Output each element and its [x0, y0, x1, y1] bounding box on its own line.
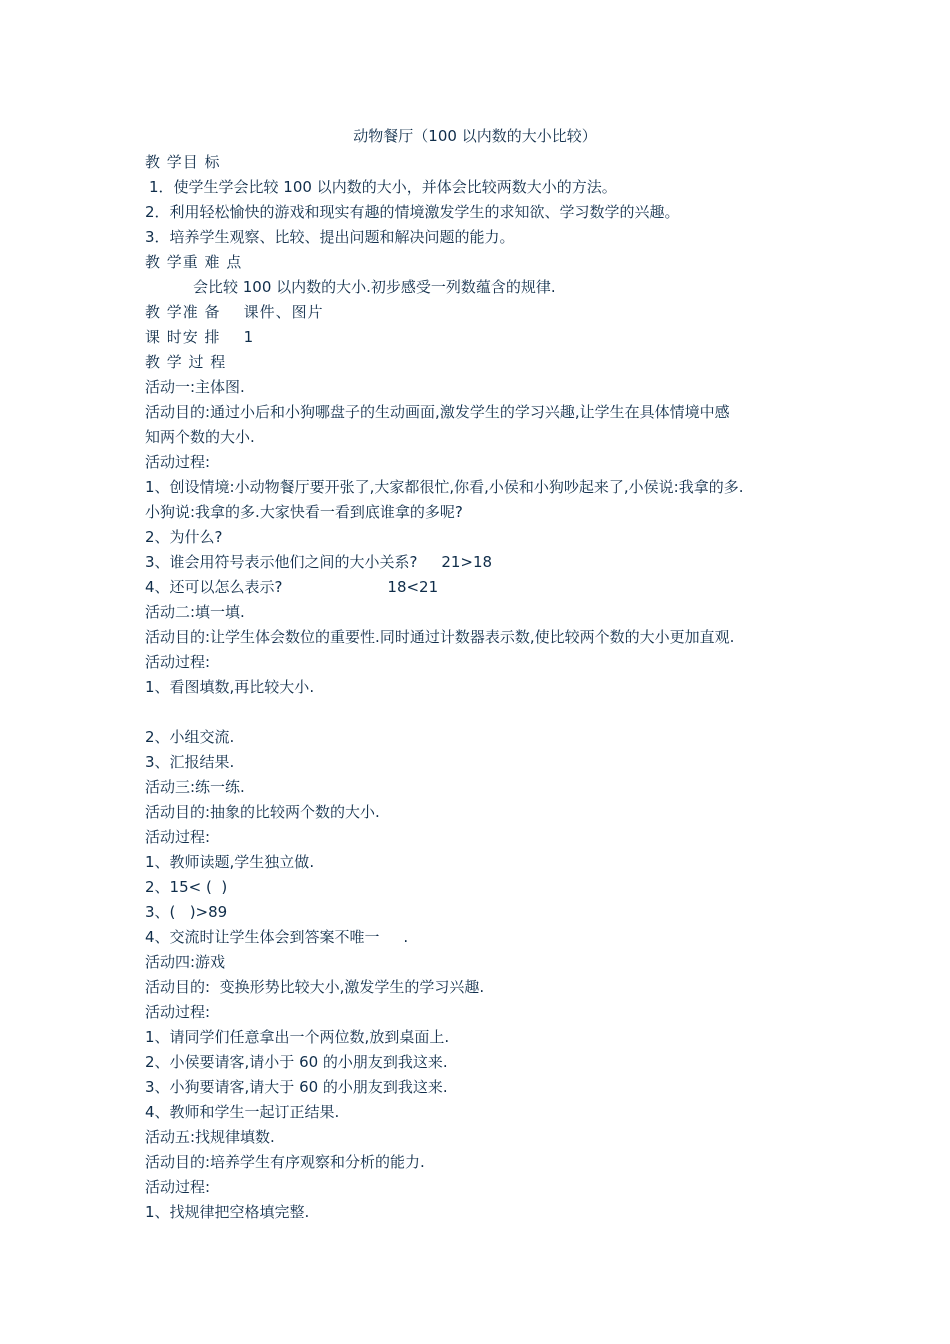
- section-heading: 教 学准 备 课件、图片: [145, 303, 324, 321]
- text-line: 活动目的:让学生体会数位的重要性.同时通过计数器表示数,使比较两个数的大小更加直观.: [145, 628, 735, 646]
- text-line: 2．利用轻松愉快的游戏和现实有趣的情境激发学生的求知欲、学习数学的兴趣。: [145, 203, 680, 221]
- text-line: 1、请同学们任意拿出一个两位数,放到桌面上.: [145, 1028, 450, 1046]
- text-line: 1、创设情境:小动物餐厅要开张了,大家都很忙,你看,小侯和小狗吵起来了,小侯说:我拿的多.: [145, 478, 744, 496]
- text-line: 2、为什么?: [145, 528, 223, 546]
- text-line: [145, 700, 825, 725]
- section-heading: 教 学重 难 点: [145, 253, 243, 271]
- text-line: 活动目的:培养学生有序观察和分析的能力.: [145, 1153, 425, 1171]
- section-heading: 教 学目 标: [145, 153, 221, 171]
- text-line: 活动目的:通过小后和小狗哪盘子的生动画面,激发学生的学习兴趣,让学生在具体情境中感: [145, 403, 730, 421]
- text-line: 3．培养学生观察、比较、提出问题和解决问题的能力。: [145, 228, 515, 246]
- section-heading: 教 学 过 程: [145, 353, 227, 371]
- document-body: [145, 150, 825, 1225]
- text-line: 2、小组交流.: [145, 728, 235, 746]
- text-line: 1．使学生学会比较 100 以内数的大小，并体会比较两数大小的方法。: [149, 178, 617, 196]
- text-line: 活动目的: 变换形势比较大小,激发学生的学习兴趣.: [145, 978, 485, 996]
- text-line: 活动三:练一练.: [145, 778, 245, 796]
- text-line: 活动四:游戏: [145, 953, 226, 971]
- text-line: 2、小侯要请客,请小于 60 的小朋友到我这来.: [145, 1053, 448, 1071]
- text-line: 1、找规律把空格填完整.: [145, 1203, 310, 1221]
- text-line: 活动过程:: [145, 828, 211, 846]
- text-line: 活动五:找规律填数.: [145, 1128, 275, 1146]
- text-line: 知两个数的大小.: [145, 428, 255, 446]
- text-line: 小狗说:我拿的多.大家快看一看到底谁拿的多呢?: [145, 503, 463, 521]
- document-title: 动物餐厅（100 以内数的大小比较）: [353, 127, 597, 145]
- text-line: 会比较 100 以内数的大小.初步感受一列数蕴含的规律.: [193, 278, 556, 296]
- text-line: 4、教师和学生一起订正结果.: [145, 1103, 340, 1121]
- text-line: 4、还可以怎么表示? 18<21: [145, 578, 439, 596]
- text-line: 活动过程:: [145, 1003, 211, 1021]
- section-heading: 课 时安 排 1: [145, 328, 255, 346]
- text-line: 活动一:主体图.: [145, 378, 245, 396]
- text-line: 活动过程:: [145, 453, 211, 471]
- text-line: 1、教师读题,学生独立做.: [145, 853, 315, 871]
- text-line: 活动过程:: [145, 1178, 211, 1196]
- text-line: 活动目的:抽象的比较两个数的大小.: [145, 803, 380, 821]
- text-line: 活动二:填一填.: [145, 603, 245, 621]
- text-line: 3、谁会用符号表示他们之间的大小关系? 21>18: [145, 553, 493, 571]
- text-line: 3、汇报结果.: [145, 753, 235, 771]
- text-line: 2、15< ( ): [145, 878, 228, 896]
- text-line: 3、( )>89: [145, 903, 228, 921]
- text-line: 活动过程:: [145, 653, 211, 671]
- text-line: 4、交流时让学生体会到答案不唯一 .: [145, 928, 409, 946]
- text-line: 3、小狗要请客,请大于 60 的小朋友到我这来.: [145, 1078, 448, 1096]
- text-line: 1、看图填数,再比较大小.: [145, 678, 315, 696]
